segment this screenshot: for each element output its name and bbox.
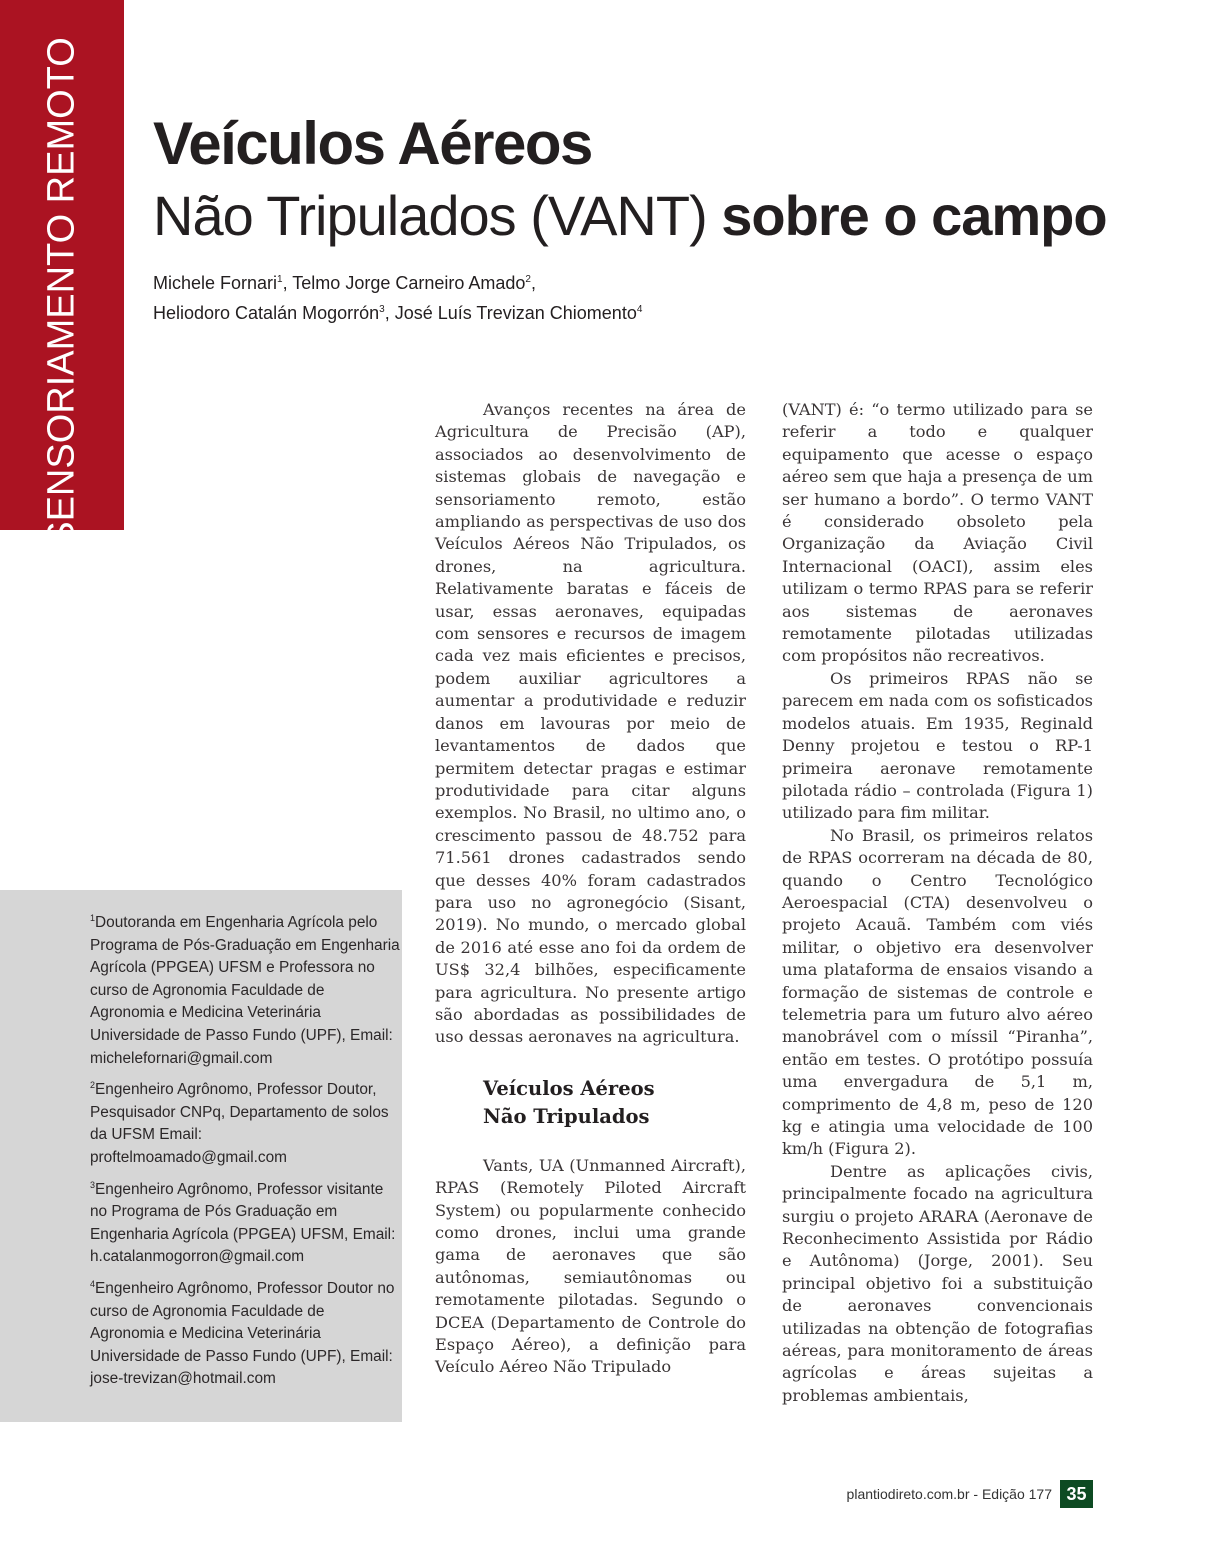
footnote-sup: 3	[90, 1179, 96, 1190]
body-paragraph-continued: (VANT) é: “o termo utilizado para se referir a todo e qualquer equipamento que acesse o espaço aéreo sem que haja a presença de um ser humano a bordo”. O termo VANT é considerado obsoleto pela Organização da Aviação Civil Internacional (OACI), assim eles utilizam o termo RPAS para se referir aos sistemas de aeronaves remotamente pilotadas utilizadas com propósitos não recreativos.	[782, 400, 1093, 666]
footnote-sup: 2	[90, 1080, 96, 1091]
body-paragraph: No Brasil, os primeiros relatos de RPAS ocorreram na década de 80, quando o Centro Tecnológico Aeroespacial (CTA) desenvolveu o projeto Acauã. Também com viés militar, o objetivo era desenvolver uma plataforma de ensaios visando a formação de sistemas de controle e telemetria para um futuro alvo aéreo manobrável com o míssil “Piranha”, então em testes. O protótipo possuía uma envergadura de 5,1 m, comprimento de 4,8 m, peso de 120 kg e atingia uma velocidade de 100 km/h (Figura 2).	[782, 825, 1093, 1159]
author-line-1	[153, 268, 642, 298]
footnote	[90, 1179, 400, 1269]
footnote-text: Engenheiro Agrônomo, Professor Doutor no curso de Agronomia Faculdade de Agronomia e Medicina Veterinária Universidade de Passo Fundo (UPF), Email: jose-trevizan@hotmail.com	[90, 1279, 395, 1388]
author-separator: ,	[282, 273, 293, 293]
footer-site: plantiodireto.com.br	[846, 1486, 970, 1502]
author-name: Michele Fornari	[153, 273, 278, 293]
body-paragraph: Os primeiros RPAS não se parecem em nada com os sofisticados modelos atuais. Em 1935, Reginald Denny projetou e testou o RP-1 primeira aeronave remotamente pilotada rádio – controlada (Figura 1) utilizado para fim militar.	[782, 668, 1093, 823]
footnote-text: Engenheiro Agrônomo, Professor visitante no Programa de Pós Graduação em Engenharia Agrícola (PPGEA) UFSM, Email: h.catalanmogorron@gmail.com	[90, 1180, 396, 1266]
body-paragraph: Vants, UA (Unmanned Aircraft), RPAS (Remotely Piloted Aircraft System) ou popularmente conhecido como drones, inclui uma grande gama de aeronaves que são autônomas, semiautônomas ou remotamente pilotadas. Segundo o DCEA (Departamento de Controle do Espaço Aéreo), a definição para Veículo Aéreo Não Tripulado	[435, 1155, 746, 1377]
footer-text	[847, 1486, 1052, 1502]
section-heading-line-2: Não Tripulados	[483, 1104, 650, 1128]
body-paragraph-intro: Avanços recentes na área de Agricultura de Precisão (AP), associados ao desenvolvimento de sistemas globais de navegação e sensoriamento remoto, estão ampliando as perspectivas de uso dos Veículos Aéreos Não Tripulados, os drones, na agricultura. Relativamente baratas e fáceis de usar, essas aeronaves, equipadas com sensores e recursos de imagem cada vez mais eficientes e precisos, podem auxiliar agricultores a aumentar a produtividade e reduzir danos em lavouras por meio de levantamentos de dados que permitem detectar pragas e estimar produtividade para citar alguns exemplos. No Brasil, no ultimo ano, o crescimento passou de 48.752 para 71.561 drones cadastrados sendo que desses 40% foram cadastrados para uso no agronegócio (Sisant, 2019). No mundo, o mercado global de 2016 até esse ano foi da ordem de US$ 32,4 bilhões, especificamente para agricultura. No presente artigo são abordadas as possibilidades de uso dessas aeronaves na agricultura.	[435, 400, 746, 1047]
author-separator: ,	[530, 273, 536, 293]
section-tab-label: SENSORIAMENTO REMOTO	[40, 37, 83, 547]
author-name: José Luís Trevizan Chiomento	[394, 303, 637, 323]
page-number: 35	[1060, 1480, 1093, 1508]
author-sup: 2	[525, 274, 531, 285]
title-line-1: Veículos Aéreos	[153, 110, 592, 177]
footer-edition: - Edição 177	[969, 1486, 1052, 1502]
footnote-text: Engenheiro Agrônomo, Professor Doutor, Pesquisador CNPq, Departamento de solos da UFSM Email: proftelmoamado@gmail.com	[90, 1081, 389, 1166]
footnote	[90, 1079, 400, 1169]
footnote	[90, 1278, 400, 1391]
author-list	[153, 268, 642, 328]
body-column-2	[782, 399, 1093, 1407]
author-footnotes	[90, 912, 400, 1400]
author-line-2	[153, 298, 642, 328]
footnote-text: Doutoranda em Engenharia Agrícola pelo Programa de Pós-Graduação em Engenharia Agrícola (PPGEA) UFSM e Professora no curso de Agronomia Faculdade de Agronomia e Medicina Veterinária Universidade de Passo Fundo (UPF), Email: michelefornari@gmail.com	[90, 914, 400, 1067]
section-tab	[0, 0, 124, 547]
section-heading	[483, 1075, 746, 1131]
footnote	[90, 912, 400, 1070]
author-sup: 1	[277, 274, 283, 285]
page-footer	[847, 1480, 1093, 1508]
article-title	[153, 108, 1107, 252]
author-sup: 4	[636, 304, 643, 315]
title-line-2-bold: sobre o campo	[721, 184, 1107, 247]
footnote-sup: 4	[90, 1278, 96, 1289]
author-sup: 3	[379, 304, 385, 315]
title-line-2-light: Não Tripulados (VANT)	[153, 184, 707, 247]
footnote-sup: 1	[90, 913, 96, 923]
body-column-1	[435, 399, 746, 1379]
author-separator: ,	[384, 303, 395, 323]
section-heading-line-1: Veículos Aéreos	[483, 1076, 655, 1100]
author-name: Telmo Jorge Carneiro Amado	[292, 273, 526, 293]
body-paragraph: Dentre as aplicações civis, principalmente focado na agricultura surgiu o projeto ARARA (Aeronave de Reconhecimento Assistida por Rádio e Autônoma) (Jorge, 2001). Seu principal objetivo foi a substituição de aeronaves convencionais utilizadas na obtenção de fotografias aéreas, para monitoramento de áreas agrícolas e áreas sujeitas a problemas ambientais,	[782, 1161, 1093, 1405]
author-name: Heliodoro Catalán Mogorrón	[153, 303, 380, 323]
title-line-2	[153, 180, 1107, 252]
